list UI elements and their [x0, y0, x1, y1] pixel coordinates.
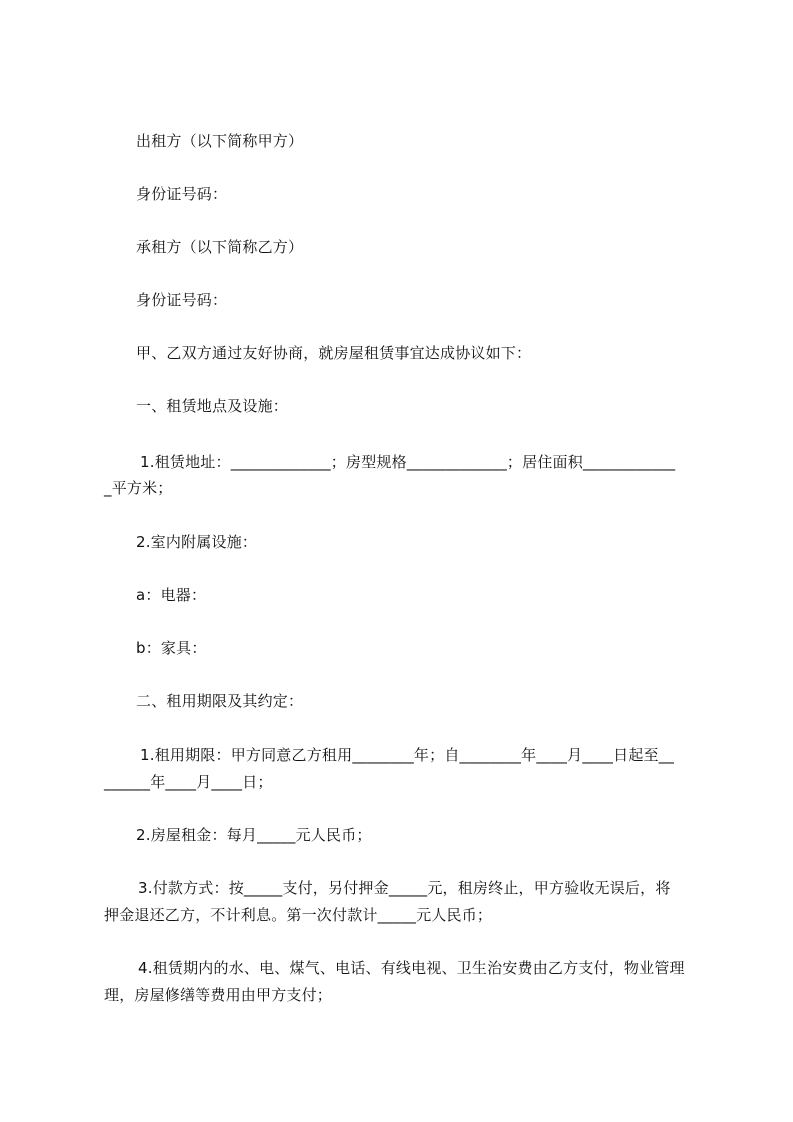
clause-1-1-cont: _平方米； [104, 479, 173, 497]
clause-1-2-a: a：电器： [136, 586, 207, 604]
lessee-id-line: 身份证号码： [136, 291, 228, 309]
section-heading-2: 二、租用期限及其约定： [136, 692, 304, 710]
clause-2-4: 4.租赁期内的水、电、煤气、电话、有线电视、卫生治安费由乙方支付，物业管理 [138, 959, 685, 977]
lessor-id-line: 身份证号码： [136, 185, 228, 203]
section-heading-1: 一、租赁地点及设施： [136, 397, 289, 415]
agreement-intro: 甲、乙双方通过友好协商，就房屋租赁事宜达成协议如下： [136, 344, 532, 362]
clause-1-2: 2.室内附属设施： [136, 533, 258, 551]
clause-2-1-cont: ______年____月____日； [104, 773, 273, 791]
lessor-line: 出租方（以下简称甲方） [136, 132, 304, 150]
clause-1-1: 1.租赁地址：_____________；房型规格_____________；居住面积____________ [140, 453, 676, 471]
clause-2-3-cont: 押金退还乙方，不计利息。第一次付款计_____元人民币； [104, 906, 493, 924]
clause-2-2: 2.房屋租金：每月_____元人民币； [136, 826, 372, 844]
lessee-line: 承租方（以下简称乙方） [136, 238, 304, 256]
clause-2-3: 3.付款方式：按_____支付，另付押金_____元，租房终止，甲方验收无误后，将 [138, 879, 671, 897]
clause-2-1: 1.租用期限：甲方同意乙方租用________年；自________年____月____日起至__ [140, 746, 675, 764]
clause-1-2-b: b：家具： [136, 639, 207, 657]
clause-2-4-cont: 理，房屋修缮等费用由甲方支付； [104, 986, 333, 1004]
